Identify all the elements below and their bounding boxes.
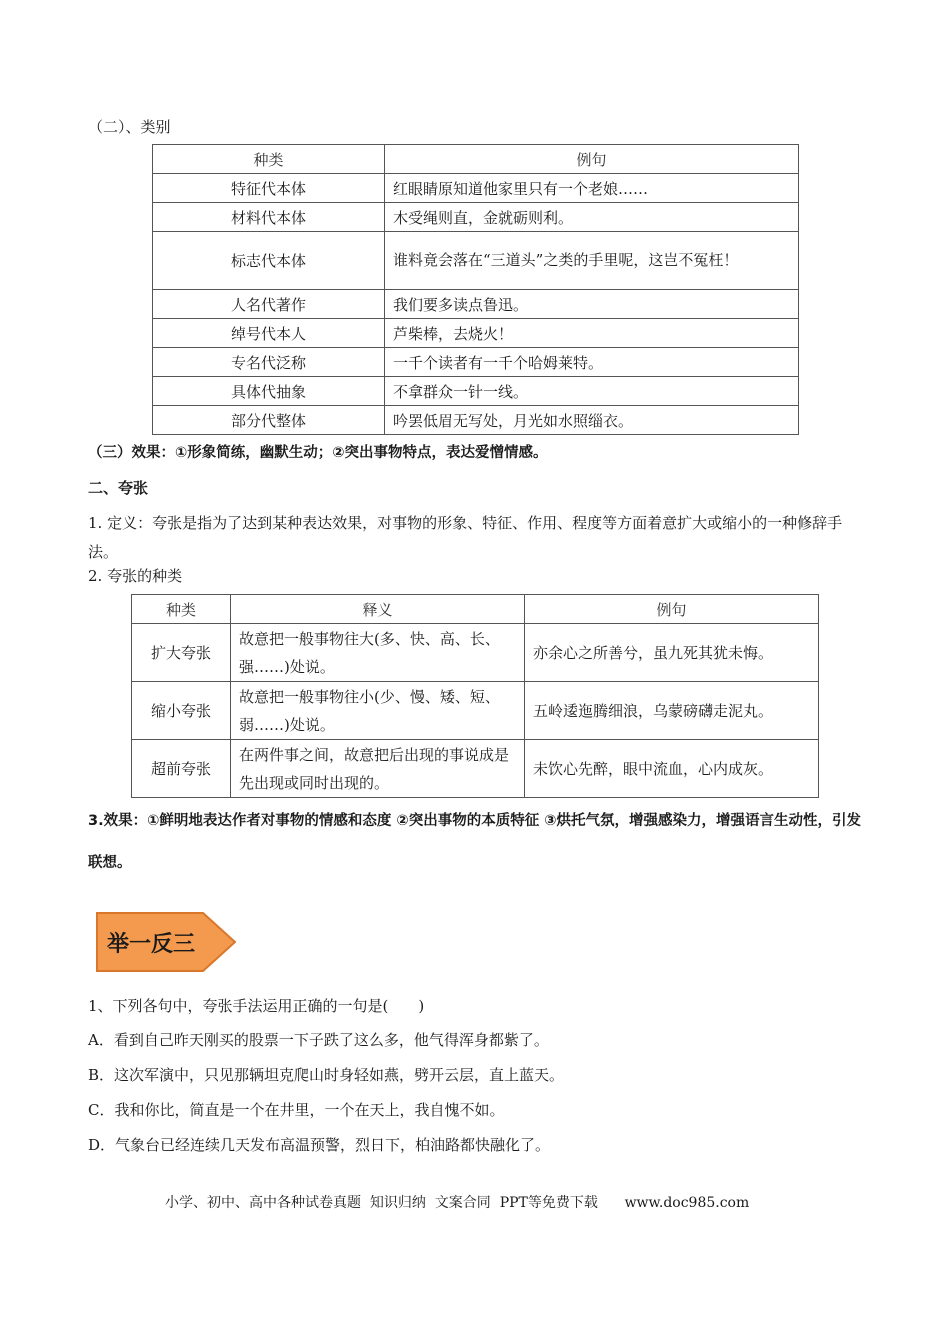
table-row <box>132 682 819 740</box>
type-cell: 具体代抽象 <box>153 377 385 406</box>
meaning-cell: 在两件事之间，故意把后出现的事说成是先出现或同时出现的。 <box>231 740 525 798</box>
section-heading-hyperbole: 二、夸张 <box>88 479 149 497</box>
example-cell: 我们要多读点鲁迅。 <box>385 290 799 319</box>
table-row <box>153 174 799 203</box>
meaning-cell: 故意把一般事物往小(少、慢、矮、短、弱……)处说。 <box>231 682 525 740</box>
table-row <box>153 290 799 319</box>
option-c[interactable]: C．我和你比，简直是一个在井里，一个在天上，我自愧不如。 <box>88 1101 505 1119</box>
table-row <box>153 319 799 348</box>
option-d[interactable]: D．气象台已经连续几天发布高温预警，烈日下，柏油路都快融化了。 <box>88 1136 551 1154</box>
table-row <box>153 377 799 406</box>
table-row <box>153 203 799 232</box>
table-row <box>153 406 799 435</box>
example-cell: 亦余心之所善兮，虽九死其犹未悔。 <box>525 624 819 682</box>
example-cell: 一千个读者有一千个哈姆莱特。 <box>385 348 799 377</box>
table-row <box>132 624 819 682</box>
table-header: 释义 <box>231 595 525 624</box>
metonymy-effect: （三）效果：①形象简练，幽默生动；②突出事物特点，表达爱憎情感。 <box>88 445 548 461</box>
example-cell: 芦柴棒，去烧火！ <box>385 319 799 348</box>
example-cell: 不拿群众一针一线。 <box>385 377 799 406</box>
section-heading-categories: （二）、类别 <box>88 118 171 136</box>
type-cell: 材料代本体 <box>153 203 385 232</box>
badge-label: 举一反三 <box>107 932 196 957</box>
example-cell: 五岭逶迤腾细浪，乌蒙磅礴走泥丸。 <box>525 682 819 740</box>
type-cell: 人名代著作 <box>153 290 385 319</box>
type-cell: 部分代整体 <box>153 406 385 435</box>
table-header: 种类 <box>153 145 385 174</box>
example-cell: 木受绳则直，金就砺则利。 <box>385 203 799 232</box>
table-row <box>132 740 819 798</box>
hyperbole-definition: 1. 定义：夸张是指为了达到某种表达效果，对事物的形象、特征、作用、程度等方面着意扩大或缩小的一种修辞手法。 <box>88 514 843 561</box>
practice-badge <box>95 911 237 973</box>
type-cell: 超前夸张 <box>132 740 231 798</box>
type-cell: 专名代泛称 <box>153 348 385 377</box>
option-a[interactable]: A．看到自己昨天刚买的股票一下子跌了这么多，他气得浑身都紫了。 <box>88 1031 549 1049</box>
type-cell: 扩大夸张 <box>132 624 231 682</box>
type-cell: 绰号代本人 <box>153 319 385 348</box>
table-header: 例句 <box>385 145 799 174</box>
type-cell: 缩小夸张 <box>132 682 231 740</box>
example-cell: 谁料竟会落在“三道头”之类的手里呢，这岂不冤枉！ <box>385 232 799 290</box>
example-cell: 吟罢低眉无写处，月光如水照缁衣。 <box>385 406 799 435</box>
hyperbole-effect: 3.效果：①鲜明地表达作者对事物的情感和态度 ②突出事物的本质特征 ③烘托气氛，增强感染力，增强语言生动性，引发联想。 <box>88 813 862 871</box>
question-stem: 1、下列各句中，夸张手法运用正确的一句是( ) <box>88 997 425 1015</box>
metonymy-table <box>152 144 799 435</box>
table-row <box>153 348 799 377</box>
example-cell: 红眼睛原知道他家里只有一个老娘…… <box>385 174 799 203</box>
table-row <box>153 232 799 290</box>
table-header: 例句 <box>525 595 819 624</box>
type-cell: 特征代本体 <box>153 174 385 203</box>
hyperbole-types-heading: 2. 夸张的种类 <box>88 567 183 585</box>
page-footer: 小学、初中、高中各种试卷真题 知识归纳 文案合同 PPT等免费下载 www.doc985.com <box>165 1195 750 1211</box>
option-b[interactable]: B．这次军演中，只见那辆坦克爬山时身轻如燕，劈开云层，直上蓝天。 <box>88 1066 565 1084</box>
table-header: 种类 <box>132 595 231 624</box>
example-cell: 未饮心先醉，眼中流血，心内成灰。 <box>525 740 819 798</box>
type-cell: 标志代本体 <box>153 232 385 290</box>
meaning-cell: 故意把一般事物往大(多、快、高、长、强……)处说。 <box>231 624 525 682</box>
hyperbole-table <box>131 594 819 798</box>
